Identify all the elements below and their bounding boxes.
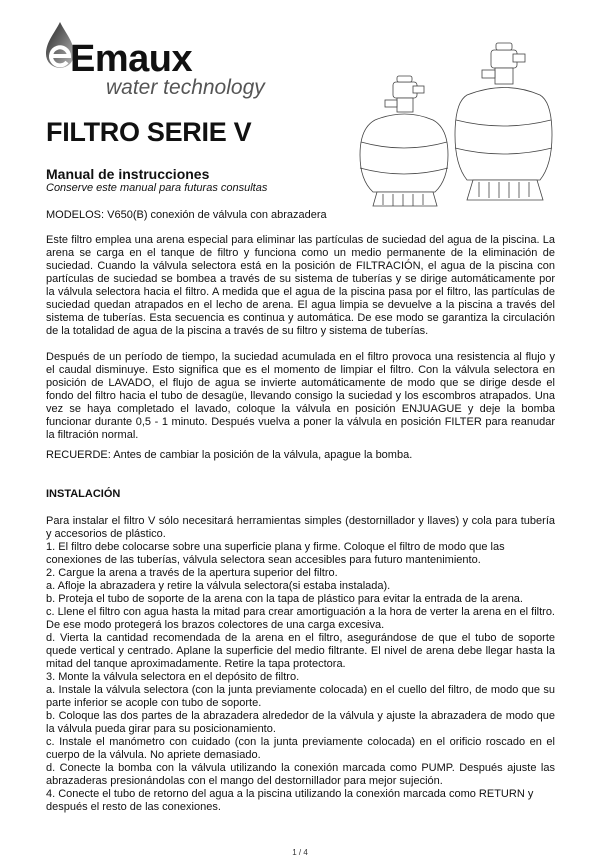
step-2c: c. Llene el filtro con agua hasta la mitad para crear amortiguación a la hora de verter la arena en el filtro. De ese modo protegerá los brazos colectores de una carga excesiva. — [46, 606, 555, 631]
paragraph-text: Después de un período de tiempo, la suciedad acumulada en el filtro provoca una resistencia al flujo y el caudal disminuye. Esto significa que es el momento de limpiar el filtro. Con la válvula selectora en posición de LAVADO, el flujo de agua se invierte automáticamente de modo que se dirige desde el fondo del filtro hacia el tubo de desagüe, llevando consigo la suciedad y los escombros atrapados. Una vez se haya completado el lavado, coloque la válvula en posición ENJUAGUE y deje la bomba funcionar durante 0,5 - 1 minuto. Después vuelva a poner la válvula en posición FILTER para reanudar la filtración normal. — [46, 351, 555, 441]
logo-tagline: water technology — [106, 76, 265, 99]
sand-filter-illustration — [355, 40, 555, 208]
step-3b: b. Coloque las dos partes de la abrazadera alrededor de la válvula y ajuste la abrazadera de modo que la válvula pueda girar para su posicionamiento. — [46, 710, 555, 735]
step-4: 4. Conecte el tubo de retorno del agua a la piscina utilizando la conexión marcada como RETURN y después el resto de las conexiones. — [46, 788, 534, 813]
models-line: MODELOS: V650(B) conexión de válvula con abrazadera — [46, 209, 327, 221]
intro-paragraph-1 — [46, 234, 555, 338]
step-2a: a. Afloje la abrazadera y retire la válvula selectora(si estaba instalada). — [46, 580, 391, 592]
step-2d: d. Vierta la cantidad recomendada de la arena en el filtro, asegurándose de que el tubo de soporte quede vertical y centrado. Aplane la superficie del medio filtrante. El nivel de arena debe llegar hasta la mitad del tanque aproximadamente. Retire la tapa protectora. — [46, 632, 555, 670]
paragraph-text: Este filtro emplea una arena especial para eliminar las partículas de suciedad del agua de la piscina. La arena se carga en el tanque de filtro y funciona como un medio permanente de la eliminación de suciedad. Cuando la válvula selectora está en la posición de FILTRACIÓN, el agua de la piscina con partículas de suciedad se bombea a través de su sistema de tuberías y se dirige automáticamente por la válvula selectora hacia el filtro. A medida que el agua de la piscina pasa por el filtro, las partículas de suciedad quedan atrapados en el lecho de arena. El agua limpia se devuelve a la piscina a través del sistema de tuberías. Esta secuencia es continua y automática. De ese modo se garantiza la circulación de la totalidad de agua de la piscina a través de su filtro y sistema de tuberías. — [46, 234, 555, 337]
installation-section — [46, 515, 555, 814]
page-number: 1 / 4 — [292, 848, 308, 857]
step-2b: b. Proteja el tubo de soporte de la arena con la tapa de plástico para evitar la entrada de la arena. — [46, 593, 523, 605]
installation-intro: Para instalar el filtro V sólo necesitará herramientas simples (destornillador y llaves) y cola para tubería y accesorios de plástico. — [46, 515, 555, 540]
installation-heading: INSTALACIÓN — [46, 488, 121, 500]
step-3d: d. Conecte la bomba con la válvula utilizando la conexión marcada como PUMP. Después ajuste las abrazaderas presionándolas con el mango del destornillador para mejor sujeción. — [46, 762, 555, 787]
step-1: 1. El filtro debe colocarse sobre una superficie plana y firme. Coloque el filtro de modo que las conexiones de las tuberías, válvula selectora sean accesibles para futuro mantenimiento. — [46, 541, 505, 566]
document-title: FILTRO SERIE V — [46, 117, 252, 147]
reminder-note — [46, 449, 555, 462]
intro-paragraph-2 — [46, 351, 555, 442]
step-2: 2. Cargue la arena a través de la apertura superior del filtro. — [46, 567, 338, 579]
step-3a: a. Instale la válvula selectora (con la junta previamente colocada) en el cuello del filtro, de modo que su parte inferior se acople con tubo de soporte. — [46, 684, 555, 709]
manual-title: Manual de instrucciones — [46, 166, 210, 182]
step-3: 3. Monte la válvula selectora en el depósito de filtro. — [46, 671, 300, 683]
small-filter-tank — [360, 76, 448, 206]
logo-brand: Emaux — [70, 38, 193, 80]
step-3c: c. Instale el manómetro con cuidado (con la junta previamente colocada) en el orificio roscado en el cuerpo de la válvula. No apriete demasiado. — [46, 736, 555, 761]
manual-subtitle: Conserve este manual para futuras consultas — [46, 182, 268, 194]
large-filter-tank — [455, 43, 552, 200]
paragraph-text: RECUERDE: Antes de cambiar la posición de la válvula, apague la bomba. — [46, 449, 413, 461]
